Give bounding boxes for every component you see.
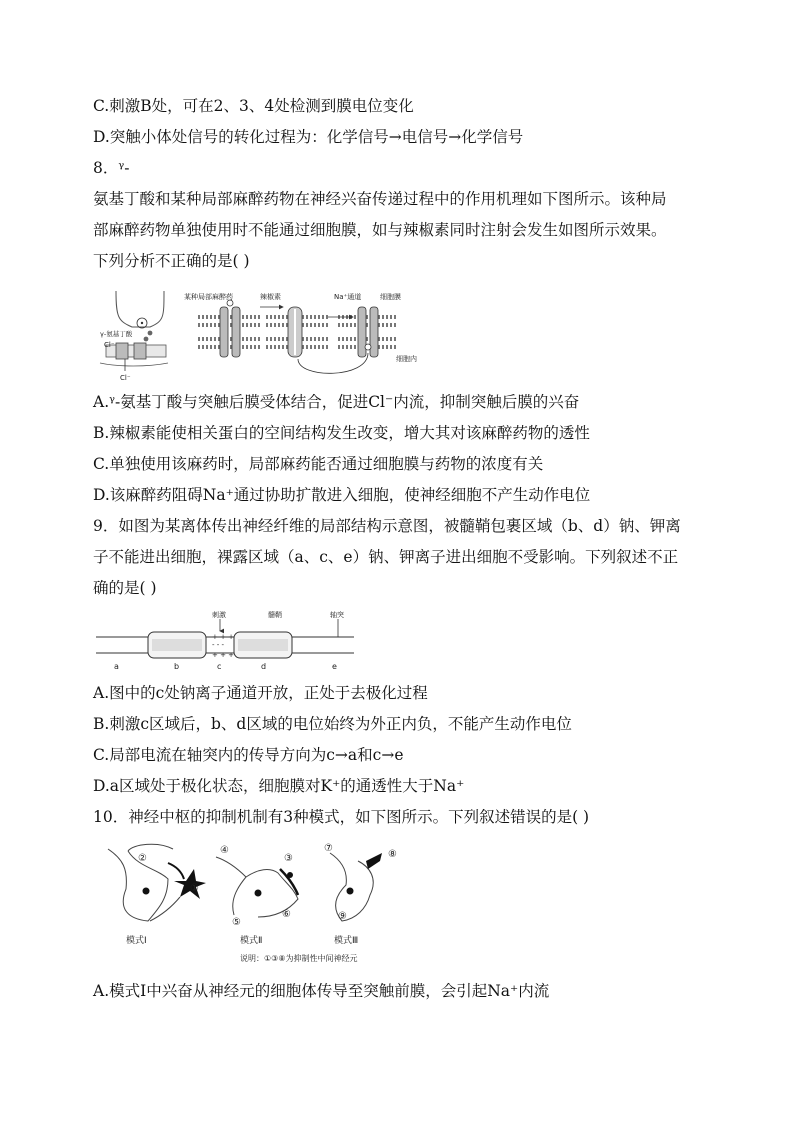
label-n6: ⑥ bbox=[282, 909, 291, 920]
label-n3: ③ bbox=[284, 853, 293, 864]
label-n4: ④ bbox=[220, 845, 229, 856]
label-n2: ② bbox=[138, 853, 147, 864]
q9-option-d: D.a区域处于极化状态，细胞膜对K⁺的通透性大于Na⁺ bbox=[93, 777, 465, 795]
mode-3-neurons bbox=[324, 843, 397, 946]
region-e-label: e bbox=[332, 662, 337, 671]
cl-label-top: Cl⁻ bbox=[104, 341, 115, 349]
membrane-panel-2 bbox=[260, 307, 328, 357]
q8-figure-mechanism bbox=[98, 287, 428, 387]
q10-figure-inhibition-modes bbox=[98, 839, 418, 969]
q8-option-a: A.ᵞ-氨基丁酸与突触后膜受体结合，促进Cl⁻内流，抑制突触后膜的兴奋 bbox=[93, 393, 580, 411]
membrane-panel-1 bbox=[198, 300, 260, 357]
inside-label: 细胞内 bbox=[396, 355, 417, 363]
capsaicin-label: 辣椒素 bbox=[260, 293, 281, 301]
q9-option-c: C.局部电流在轴突内的传导方向为c→a和c→e bbox=[93, 746, 404, 764]
q9-stem-line-1: 9．如图为某离体传出神经纤维的局部结构示意图，被髓鞘包裹区域（b、d）钠、钾离 bbox=[93, 517, 681, 535]
drug-label: 某种局部麻醉药 bbox=[184, 293, 233, 301]
q8-option-b: B.辣椒素能使相关蛋白的空间结构发生改变，增大其对该麻醉药物的透性 bbox=[93, 424, 590, 442]
q9-figure-nerve-fiber bbox=[96, 609, 354, 673]
mode-3-label: 模式Ⅲ bbox=[334, 936, 359, 946]
na-channel-label: Na⁺通道 bbox=[334, 293, 362, 301]
label-n8: ⑧ bbox=[388, 849, 397, 860]
figure-note: 说明：①③⑧为抑制性中间神经元 bbox=[240, 954, 358, 963]
q8-number: 8．ᵞ- bbox=[93, 159, 130, 177]
q7-option-c: C.刺激B处，可在2、3、4处检测到膜电位变化 bbox=[93, 97, 414, 115]
cl-label-bottom: Cl⁻ bbox=[120, 374, 131, 382]
q9-option-a: A.图中的c处钠离子通道开放，正处于去极化过程 bbox=[93, 684, 428, 702]
q9-stem-line-2: 子不能进出细胞，裸露区域（a、c、e）钠、钾离子进出细胞不受影响。下列叙述不正 bbox=[93, 548, 679, 566]
region-d-label: d bbox=[261, 662, 267, 671]
membrane-panel-3 bbox=[298, 307, 398, 373]
gaba-label: γ-氨基丁酸 bbox=[100, 330, 133, 338]
stimulus-label: 刺激 bbox=[212, 611, 226, 619]
label-n7: ⑦ bbox=[324, 843, 333, 854]
q8-stem-line-3: 下列分析不正确的是( ) bbox=[93, 252, 250, 270]
q8-option-c: C.单独使用该麻药时，局部麻药能否通过细胞膜与药物的浓度有关 bbox=[93, 455, 544, 473]
region-a-label: a bbox=[114, 662, 119, 671]
region-c-label: c bbox=[217, 662, 222, 671]
axon-terminal-label: 轴突 bbox=[330, 611, 344, 619]
q10-stem: 10．神经中枢的抑制机制有3种模式，如下图所示。下列叙述错误的是( ) bbox=[93, 808, 590, 826]
label-n5: ⑤ bbox=[232, 917, 241, 928]
q9-option-b: B.刺激c区域后，b、d区域的电位始终为外正内负，不能产生动作电位 bbox=[93, 715, 572, 733]
region-b-label: b bbox=[174, 662, 180, 671]
label-n1: ① bbox=[190, 883, 199, 894]
mode-2-neurons bbox=[216, 845, 298, 946]
q8-stem-line-2: 部麻醉药物单独使用时不能通过细胞膜，如与辣椒素同时注射会发生如图所示效果。 bbox=[93, 221, 667, 239]
q10-option-a: A.模式Ⅰ中兴奋从神经元的细胞体传导至突触前膜，会引起Na⁺内流 bbox=[93, 982, 550, 1000]
svg-text:+ + +: + + + bbox=[212, 651, 235, 659]
label-n9: ⑨ bbox=[338, 911, 347, 922]
mode-1-label: 模式Ⅰ bbox=[126, 936, 147, 946]
mode-2-label: 模式Ⅱ bbox=[240, 936, 263, 946]
membrane-label: 细胞膜 bbox=[380, 293, 401, 301]
q8-option-d: D.该麻醉药阻碍Na⁺通过协助扩散进入细胞，使神经细胞不产生动作电位 bbox=[93, 486, 591, 504]
q9-stem-line-3: 确的是( ) bbox=[93, 579, 157, 597]
svg-text:+ + +: + + + bbox=[212, 633, 235, 641]
myelin-label: 髓鞘 bbox=[268, 611, 282, 619]
q7-option-d: D.突触小体处信号的转化过程为：化学信号→电信号→化学信号 bbox=[93, 128, 524, 146]
q8-stem-line-1: 氨基丁酸和某种局部麻醉药物在神经兴奋传递过程中的作用机理如下图所示。该种局 bbox=[93, 190, 667, 208]
svg-text:- - -: - - - bbox=[212, 641, 225, 649]
mode-1-neurons bbox=[108, 844, 206, 946]
